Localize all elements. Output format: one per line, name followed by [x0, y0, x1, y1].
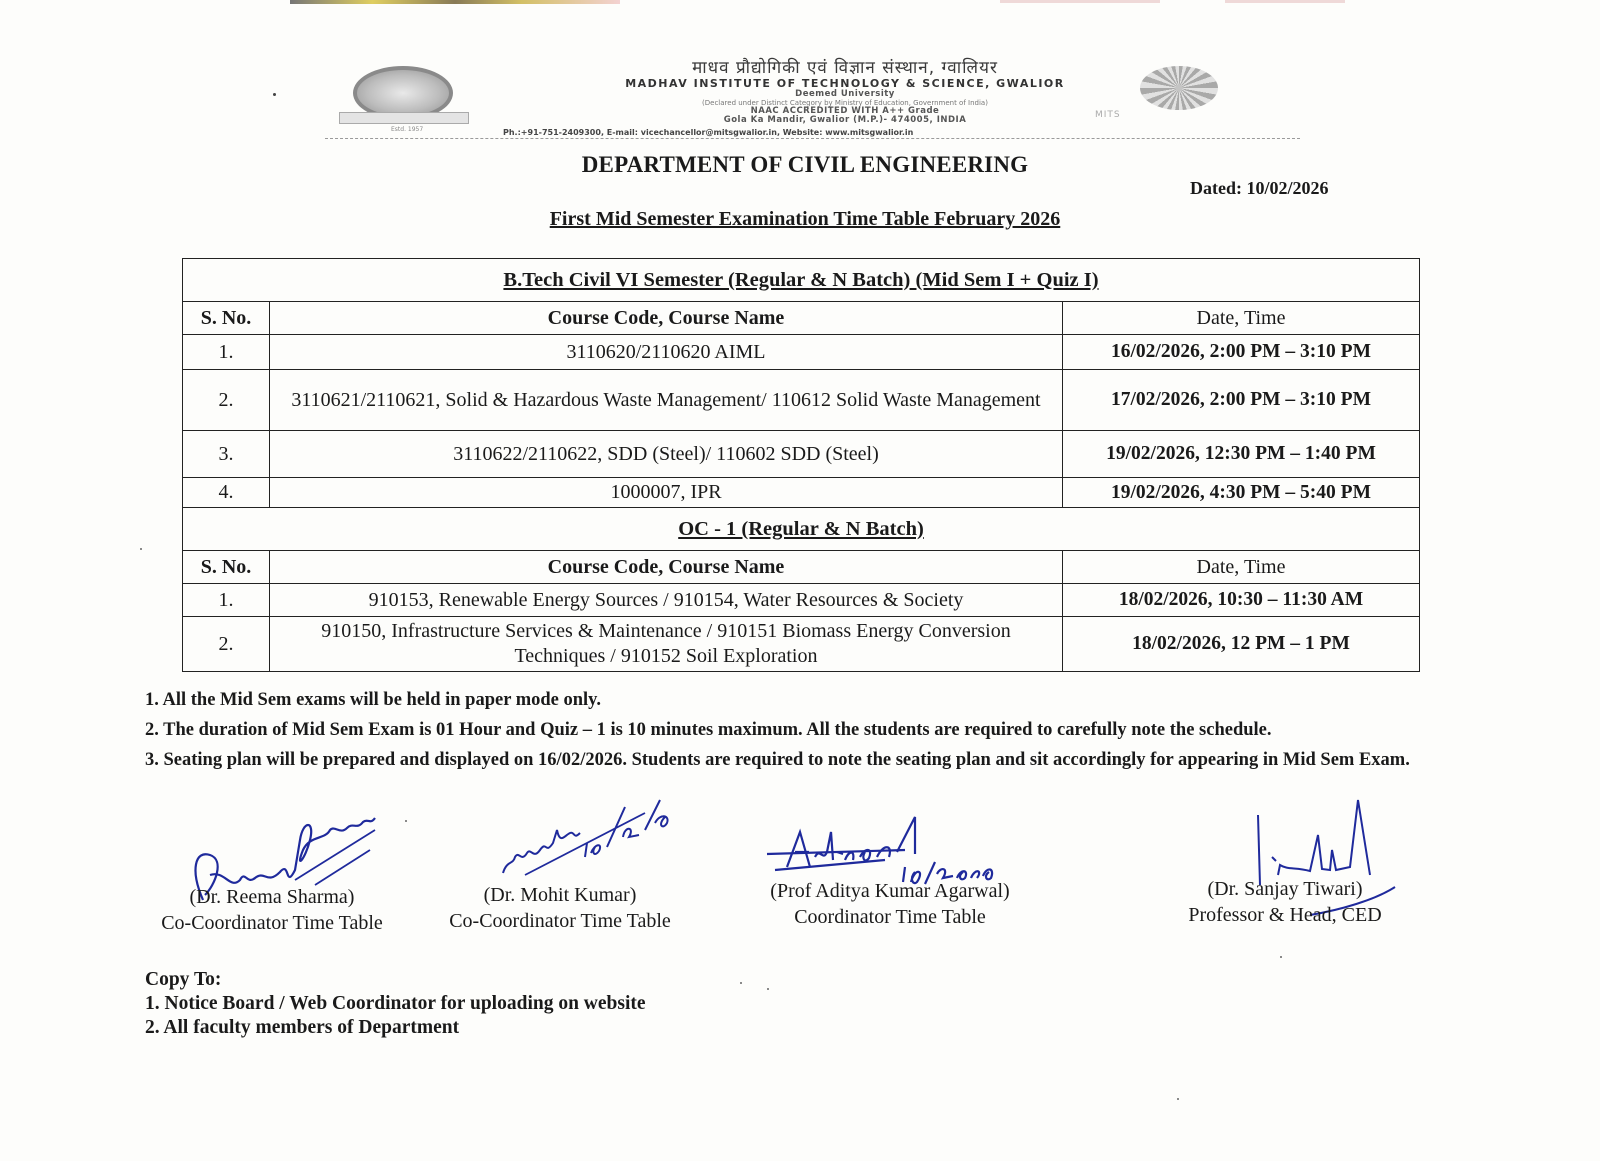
institute-status: Deemed University [795, 89, 895, 99]
scan-edge-artifact [290, 0, 620, 4]
table-row [183, 370, 1420, 431]
signatory-block [1180, 876, 1390, 928]
signatory-role: Co-Coordinator Time Table [161, 912, 383, 934]
cell-course: 910150, Infrastructure Services & Maintenance / 910151 Biomass Energy Conversion Techniques / 910152 Soil Exploration [270, 617, 1063, 672]
cell-datetime: 17/02/2026, 2:00 PM – 3:10 PM [1063, 370, 1420, 431]
section-title-row [183, 259, 1420, 302]
signatory-role: Coordinator Time Table [794, 906, 986, 928]
cell-sno: 1. [183, 584, 270, 617]
department-heading: DEPARTMENT OF CIVIL ENGINEERING [581, 152, 1029, 177]
cell-course: 1000007, IPR [270, 478, 1063, 508]
table-row [183, 584, 1420, 617]
cell-sno: 4. [183, 478, 270, 508]
section-title-row [183, 508, 1420, 551]
scan-edge-artifact [1000, 0, 1160, 3]
table-header-row [183, 302, 1420, 335]
institute-accreditation: NAAC ACCREDITED WITH A++ Grade [750, 106, 940, 116]
table-row [183, 478, 1420, 508]
cell-course: 3110622/2110622, SDD (Steel)/ 110602 SDD (Steel) [270, 431, 1063, 478]
signature-mohit-kumar [495, 795, 685, 885]
cell-sno: 3. [183, 431, 270, 478]
cell-sno: 1. [183, 335, 270, 370]
letterhead-divider [325, 138, 1300, 139]
mits-logo-text: MITS [1095, 110, 1121, 120]
scan-speck [1280, 956, 1282, 958]
institute-declaration: (Declared under Distinct Category by Ministry of Education, Government of India) [702, 99, 988, 107]
scan-speck [140, 548, 142, 550]
note-item: 1. All the Mid Sem exams will be held in paper mode only. [145, 690, 602, 710]
signatory-name: (Prof Aditya Kumar Agarwal) [770, 880, 1010, 902]
exam-timetable [182, 258, 1420, 672]
notes-list [145, 688, 1475, 778]
institute-hindi-name: माधव प्रौद्योगिकी एवं विज्ञान संस्थान, ग्वालियर [692, 58, 998, 78]
column-header-course: Course Code, Course Name [270, 551, 1063, 584]
cell-datetime: 19/02/2026, 4:30 PM – 5:40 PM [1063, 478, 1420, 508]
signatory-name: (Dr. Sanjay Tiwari) [1207, 878, 1363, 900]
cell-datetime: 18/02/2026, 10:30 – 11:30 AM [1063, 584, 1420, 617]
institute-address: Gola Ka Mandir, Gwalior (M.P.)- 474005, INDIA [723, 115, 967, 125]
section-title-oc1: OC - 1 (Regular & N Batch) [183, 508, 1420, 551]
column-header-datetime: Date, Time [1063, 551, 1420, 584]
column-header-sno: S. No. [183, 551, 270, 584]
copy-to-item: 2. All faculty members of Department [145, 1017, 460, 1038]
cell-datetime: 18/02/2026, 12 PM – 1 PM [1063, 617, 1420, 672]
table-row [183, 617, 1420, 672]
scan-speck [273, 93, 276, 96]
section-title-btech: B.Tech Civil VI Semester (Regular & N Batch) (Mid Sem I + Quiz I) [183, 259, 1420, 302]
column-header-course: Course Code, Course Name [270, 302, 1063, 335]
column-header-sno: S. No. [183, 302, 270, 335]
column-header-datetime: Date, Time [1063, 302, 1420, 335]
cell-course: 3110621/2110621, Solid & Hazardous Waste Management/ 110612 Solid Waste Management [270, 370, 1063, 431]
institute-contact: Ph.:+91-751-2409300, E-mail: vicechancellor@mitsgwalior.in, Website: www.mitsgwalior.in [503, 128, 914, 137]
copy-to-item: 1. Notice Board / Web Coordinator for uploading on website [145, 993, 646, 1014]
note-item: 2. The duration of Mid Sem Exam is 01 Hour and Quiz – 1 is 10 minutes maximum. All the students are required to carefully note the schedule. [145, 720, 1272, 740]
cell-sno: 2. [183, 617, 270, 672]
mits-logo [1140, 66, 1218, 110]
dated-label: Dated: 10/02/2026 [1190, 178, 1329, 198]
signatory-name: (Dr. Reema Sharma) [189, 886, 355, 908]
table-row [183, 335, 1420, 370]
cell-sno: 2. [183, 370, 270, 431]
signatory-block [152, 884, 392, 936]
signatory-block [760, 878, 1020, 930]
cell-datetime: 16/02/2026, 2:00 PM – 3:10 PM [1063, 335, 1420, 370]
cell-course: 910153, Renewable Energy Sources / 910154, Water Resources & Society [270, 584, 1063, 617]
copy-to-heading: Copy To: [145, 969, 222, 990]
scan-speck [405, 820, 407, 822]
signatory-role: Co-Coordinator Time Table [449, 910, 671, 932]
cell-datetime: 19/02/2026, 12:30 PM – 1:40 PM [1063, 431, 1420, 478]
scan-speck [767, 988, 769, 990]
signatory-name: (Dr. Mohit Kumar) [483, 884, 637, 906]
table-row [183, 431, 1420, 478]
institute-english-name: MADHAV INSTITUTE OF TECHNOLOGY & SCIENCE, GWALIOR [625, 77, 1065, 90]
signatory-block [440, 882, 680, 934]
copy-to-block [145, 968, 646, 1040]
document-title: First Mid Semester Examination Time Table February 2026 [549, 208, 1061, 230]
scan-edge-artifact [1225, 0, 1345, 3]
signatory-role: Professor & Head, CED [1188, 904, 1382, 926]
institute-seal-logo: Estd. 1957 [353, 66, 453, 122]
scan-speck [1177, 1098, 1179, 1100]
scan-speck [740, 982, 742, 984]
cell-course: 3110620/2110620 AIML [270, 335, 1063, 370]
table-header-row [183, 551, 1420, 584]
note-item: 3. Seating plan will be prepared and displayed on 16/02/2026. Students are required to note the seating plan and sit accordingly for appearing in Mid Sem Exam. [145, 750, 1410, 770]
letterhead [325, 58, 1300, 142]
